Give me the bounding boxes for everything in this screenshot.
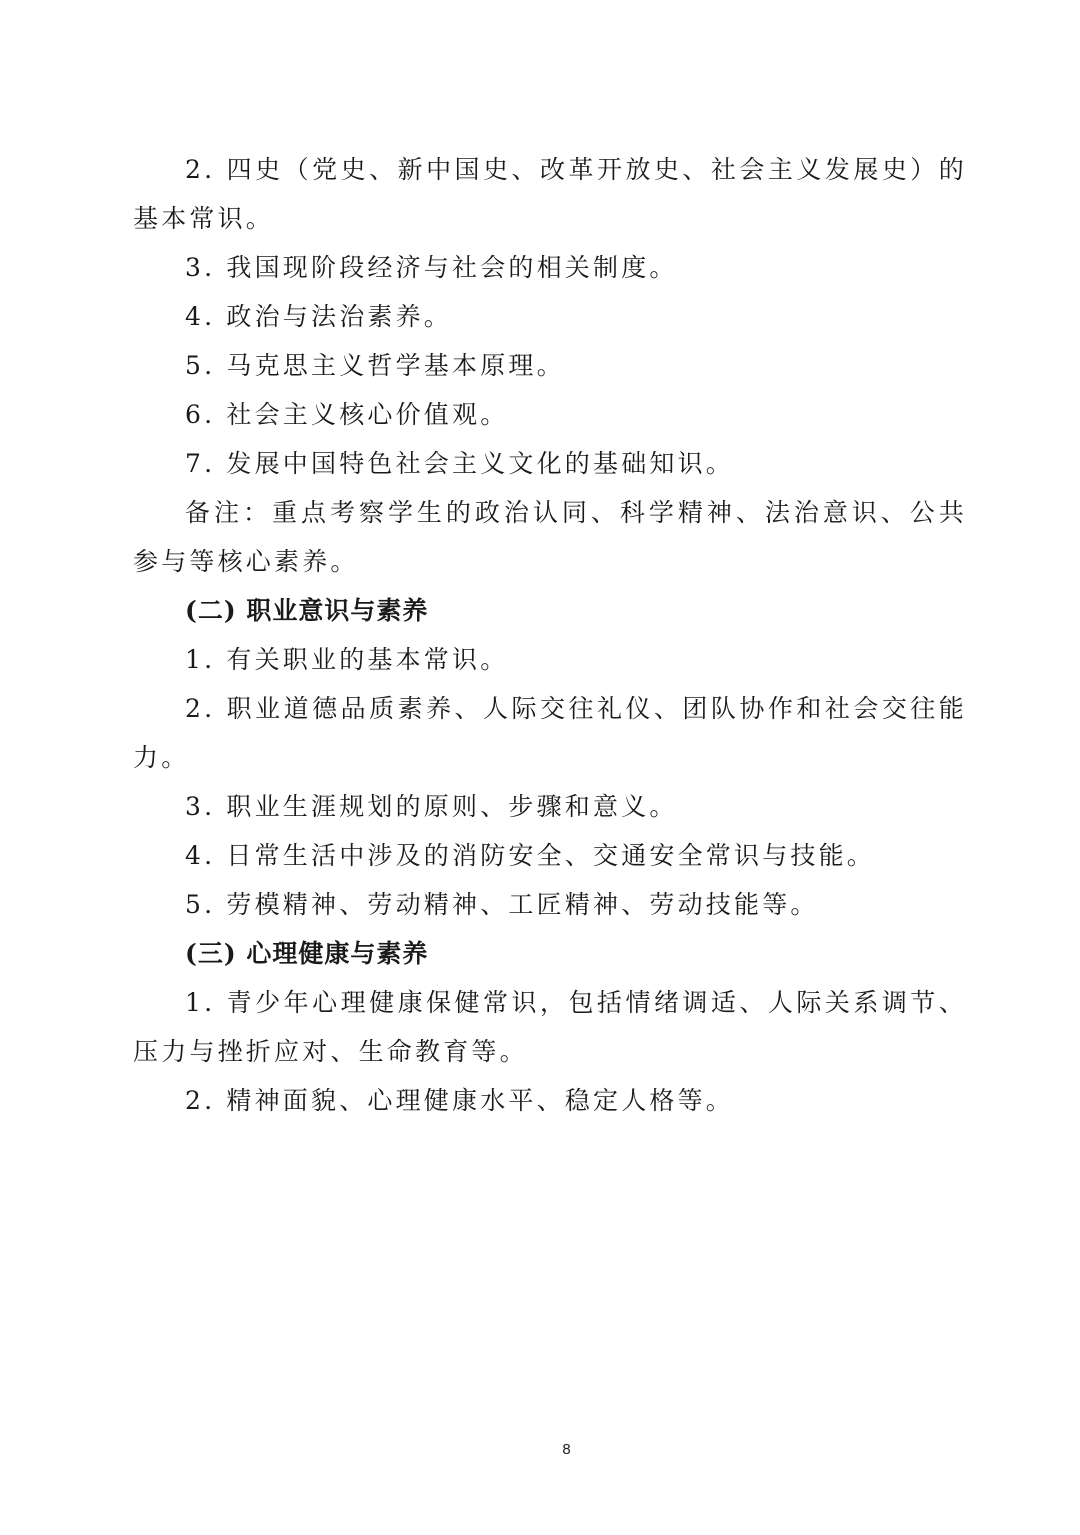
- section-2-item-5: 5. 劳模精神、劳动精神、工匠精神、劳动技能等。: [185, 890, 819, 919]
- item-6-core-values: 6. 社会主义核心价值观。: [185, 400, 509, 429]
- document-body: [133, 145, 967, 1125]
- section-2-item-3: 3. 职业生涯规划的原则、步骤和意义。: [185, 792, 678, 821]
- section-3-item-2: 2. 精神面貌、心理健康水平、稳定人格等。: [185, 1086, 735, 1115]
- item-4-politics-law: 4. 政治与法治素养。: [185, 302, 452, 331]
- section-3-heading: (三) 心理健康与素养: [185, 939, 429, 968]
- section-3-item-1: 1. 青少年心理健康保健常识，包括情绪调适、人际关系调节、压力与挫折应对、生命教育等。: [133, 988, 967, 1066]
- section-2-item-4: 4. 日常生活中涉及的消防安全、交通安全常识与技能。: [185, 841, 876, 870]
- item-2-four-histories: 2. 四史（党史、新中国史、改革开放史、社会主义发展史）的基本常识。: [133, 155, 967, 233]
- item-7-culture: 7. 发展中国特色社会主义文化的基础知识。: [185, 449, 735, 478]
- remark-note: 备注：重点考察学生的政治认同、科学精神、法治意识、公共参与等核心素养。: [133, 498, 967, 576]
- section-2-item-2: 2. 职业道德品质素养、人际交往礼仪、团队协作和社会交往能力。: [133, 694, 967, 772]
- item-3-systems: 3. 我国现阶段经济与社会的相关制度。: [185, 253, 678, 282]
- section-2-heading: (二) 职业意识与素养: [185, 596, 429, 625]
- page-number: 8: [562, 1441, 571, 1458]
- item-5-marxism: 5. 马克思主义哲学基本原理。: [185, 351, 565, 380]
- section-2-item-1: 1. 有关职业的基本常识。: [185, 645, 509, 674]
